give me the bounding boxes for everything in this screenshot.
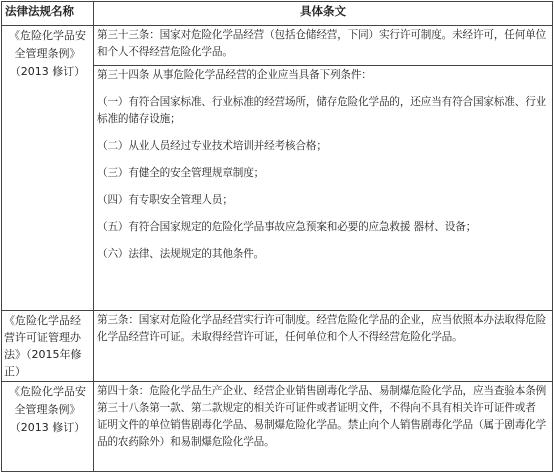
law-name-line: 《危险化学品安 xyxy=(9,385,86,398)
article-item: （六）法律、法规规定的其他条件。 xyxy=(97,248,265,260)
article-item: （三）有健全的安全管理规章制度； xyxy=(97,167,265,179)
article-text: 第三条：国家对危险化学品经营实行许可制度。经营危险化学品的企业，应当依照本办法取得危险化学品经营许可证。未取得经营许可证，任何单位和个人不得经营危险化学品。 xyxy=(97,314,547,343)
law-name-line: （2013 修订） xyxy=(9,421,86,434)
article-item: （一）有符合国家标准、行业标准的经营场所，储存危险化学品的，还应当有符合国家标准、行业标准的储存设施； xyxy=(97,96,547,125)
header-article-text: 具体条文 xyxy=(94,2,553,26)
law-name-line: 营许可证管理办 xyxy=(4,331,81,344)
article-item: （二）从业人员经过专业技术培训并经考核合格； xyxy=(97,140,327,152)
article-cell xyxy=(94,66,553,311)
law-name-line: 《危险化学品经 xyxy=(4,314,81,327)
law-name-line: 全管理条例》 xyxy=(14,403,81,416)
article-text: 第三十三条：国家对危险化学品经营（包括仓储经营，下同）实行许可制度。未经许可，任何单位和个人不得经营危险化学品。 xyxy=(97,29,547,58)
article-cell xyxy=(94,382,553,472)
table-row xyxy=(2,311,553,382)
article-cell xyxy=(94,311,553,382)
law-name-line: 《危险化学品安 xyxy=(9,29,86,42)
law-name-line: （2013 修订） xyxy=(9,65,86,78)
header-row xyxy=(2,2,553,26)
article-text: 第四十条：危险化学品生产企业、经营企业销售剧毒化学品、易制爆危险化学品，应当查验本条例第三十八条第一款、第二款规定的相关许可证件或者证明文件，不得向不具有相关许可证件或者 证明文件的单位销售剧毒化学品、易制爆危险化学品。禁止向个人销售剧毒化学品（属于剧毒化学品的农药除外）和易制爆危险化学品。 xyxy=(97,385,547,448)
regulation-table xyxy=(1,1,553,472)
law-name-line: 法》（2015年修正） xyxy=(4,348,82,378)
law-name-cell xyxy=(2,382,94,472)
header-law-name: 法律法规名称 xyxy=(2,2,94,26)
law-name-line: 全管理条例》 xyxy=(14,47,81,60)
article-item: （五）有符合国家规定的危险化学品事故应急预案和必要的应急救援 器材、设备； xyxy=(97,221,477,233)
law-name-cell xyxy=(2,311,94,382)
article-text: 第三十四条 从事危险化学品经营的企业应当具备下列条件： xyxy=(97,69,372,81)
table-row xyxy=(2,382,553,472)
article-cell xyxy=(94,26,553,66)
law-name-cell xyxy=(2,26,94,311)
article-item: （四）有专职安全管理人员； xyxy=(97,194,233,206)
table-row xyxy=(2,26,553,66)
